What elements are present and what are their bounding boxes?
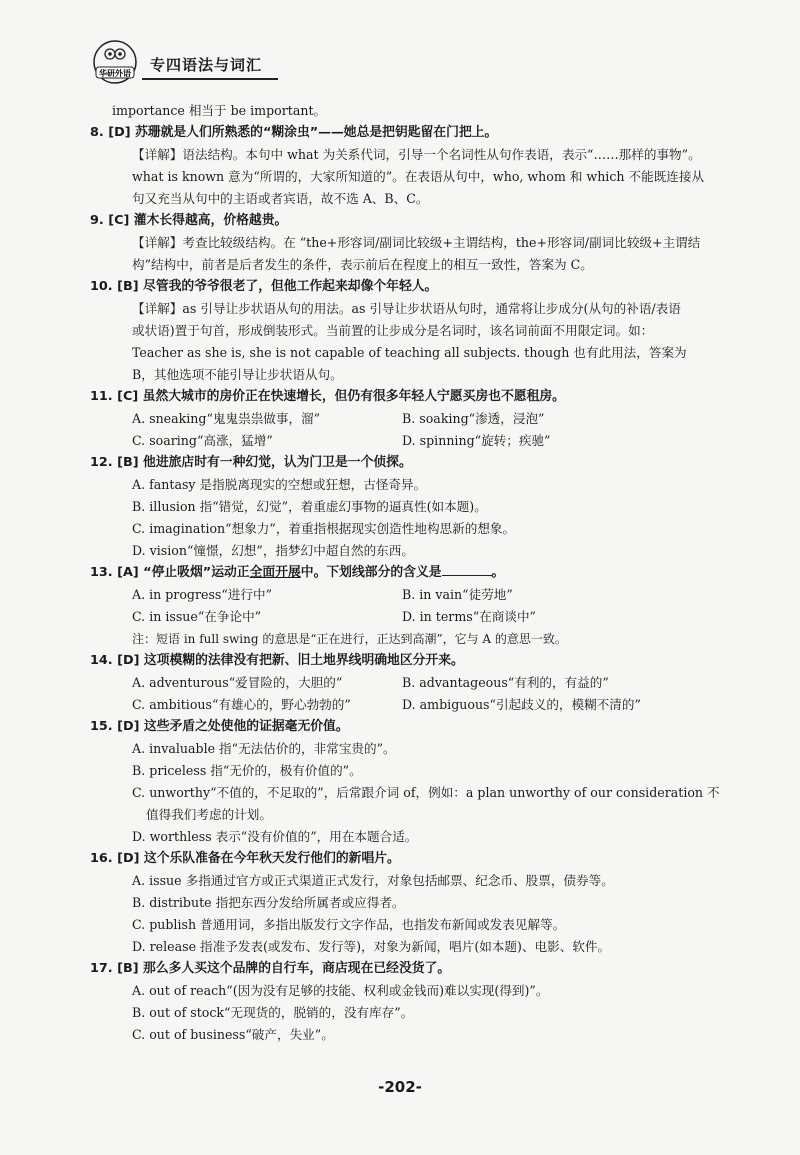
option-d: D. release 指准予发表(或发布、发行等)，对象为新闻，唱片(如本题)、电影、软件。 [132,939,611,954]
question-11: 11. [C] 虽然大城市的房价正在快速增长，但仍有很多年轻人宁愿买房也不愿租房。 [90,389,565,404]
question-13-text: 13. [A] “停止吸烟”运动正 [90,565,250,580]
note-line: 注：短语 in full swing 的意思是“正在进行，正达到高潮”，它与 A 的意思一致。 [132,632,567,646]
question-10: 10. [B] 尽管我的爷爷很老了，但他工作起来却像个年轻人。 [90,279,438,294]
option-b: B. distribute 指把东西分发给所属者或应得者。 [132,895,405,910]
detail-line: 【详解】考查比较级结构。在 “the+形容词/副词比较级+主谓结构，the+形容词/副词比较级+主谓结 [132,235,701,250]
page-header [86,40,286,86]
detail-line: what is known 意为“所谓的，大家所知道的”。在表语从句中，who, whom 和 which 不能既连接从 [132,169,705,184]
header-divider [142,78,278,80]
option-a: A. invaluable 指“无法估价的，非常宝贵的”。 [132,741,396,756]
svg-text:华研外语: 华研外语 [99,69,131,78]
options-row [112,672,752,694]
page-content [90,100,752,1046]
option-c: C. in issue“在争论中” [132,609,262,624]
answer-blank [442,563,492,576]
option-b: B. soaking“渗透，浸泡” [402,411,545,426]
question-17: 17. [B] 那么多人买这个品牌的自行车，商店现在已经没货了。 [90,961,451,976]
option-a: A. issue 多指通过官方或正式渠道正式发行，对象包括邮票、纪念币、股票，债券等。 [132,873,614,888]
option-d: D. in terms“在商谈中” [402,609,536,624]
option-a: A. fantasy 是指脱离现实的空想或狂想，古怪奇异。 [132,477,427,492]
options-row [112,408,752,430]
question-12: 12. [B] 他进旅店时有一种幻觉，认为门卫是一个侦探。 [90,455,412,470]
book-title: 专四语法与词汇 [150,56,263,74]
option-c: C. ambitious“有雄心的，野心勃勃的” [132,697,351,712]
detail-line: B，其他选项不能引导让步状语从句。 [132,367,343,382]
detail-line: 或状语)置于句首，形成倒装形式。当前置的让步成分是名词时，该名词前面不用限定词。如： [132,323,654,338]
question-13-text: 中。下划线部分的含义是 [300,565,442,580]
question-13 [90,562,752,584]
option-c: C. unworthy“不值的，不足取的”，后常跟介词 of，例如：a plan unworthy of our consideration 不 [132,785,720,800]
option-c: C. out of business“破产，失业”。 [132,1027,334,1042]
option-c: C. imagination“想象力”，着重指根据现实创造性地构思新的想象。 [132,521,516,536]
option-b: B. advantageous“有利的，有益的” [402,675,609,690]
huayan-logo [86,40,144,86]
question-13-text: 。 [491,565,505,580]
option-d: D. vision“憧憬，幻想”，指梦幻中超自然的东西。 [132,543,414,558]
text-line: importance 相当于 be important。 [112,103,327,118]
option-b: B. illusion 指“错觉，幻觉”，着重虚幻事物的逼真性(如本题)。 [132,499,487,514]
options-row [112,694,752,716]
option-a: A. sneaking“鬼鬼祟祟做事，溜” [132,411,321,426]
options-row [112,430,752,452]
detail-line: 句又充当从句中的主语或者宾语，故不选 A、B、C。 [132,191,429,206]
question-15: 15. [D] 这些矛盾之处使他的证据毫无价值。 [90,719,349,734]
question-16: 16. [D] 这个乐队准备在今年秋天发行他们的新唱片。 [90,851,400,866]
option-a: A. adventurous“爱冒险的，大胆的” [132,675,343,690]
option-d: D. ambiguous“引起歧义的，模糊不清的” [402,697,641,712]
option-b: B. in vain“徒劳地” [402,587,513,602]
option-b: B. out of stock“无现货的，脱销的，没有库存”。 [132,1005,414,1020]
option-c: C. soaring“高涨，猛增” [132,433,273,448]
page-number: -202- [378,1078,422,1096]
option-a: A. out of reach“(因为没有足够的技能、权利或金钱而)难以实现(得到)”。 [132,983,549,998]
option-c-cont: 值得我们考虑的计划。 [146,807,272,822]
options-row [112,606,752,628]
detail-line: 【详解】语法结构。本句中 what 为关系代词，引导一个名词性从句作表语，表示“……那样的事物”。 [132,147,701,162]
option-a: A. in progress“进行中” [132,587,273,602]
detail-line: Teacher as she is, she is not capable of teaching all subjects. though 也有此用法，答案为 [132,345,687,360]
question-14: 14. [D] 这项模糊的法律没有把新、旧土地界线明确地区分开来。 [90,653,464,668]
options-row [112,584,752,606]
question-8: 8. [D] 苏珊就是人们所熟悉的“糊涂虫”——她总是把钥匙留在门把上。 [90,125,498,140]
underlined-phrase: 全面开展 [249,565,301,580]
detail-line: 构”结构中，前者是后者发生的条件，表示前后在程度上的相互一致性，答案为 C。 [132,257,593,272]
option-b: B. priceless 指“无价的，极有价值的”。 [132,763,362,778]
option-d: D. worthless 表示“没有价值的”，用在本题合适。 [132,829,418,844]
detail-line: 【详解】as 引导让步状语从句的用法。as 引导让步状语从句时，通常将让步成分(从句的补语/表语 [132,301,681,316]
option-d: D. spinning“旋转；疾驰” [402,433,551,448]
option-c: C. publish 普通用词，多指出版发行文字作品，也指发布新闻或发表见解等。 [132,917,566,932]
question-9: 9. [C] 灌木长得越高，价格越贵。 [90,213,288,228]
